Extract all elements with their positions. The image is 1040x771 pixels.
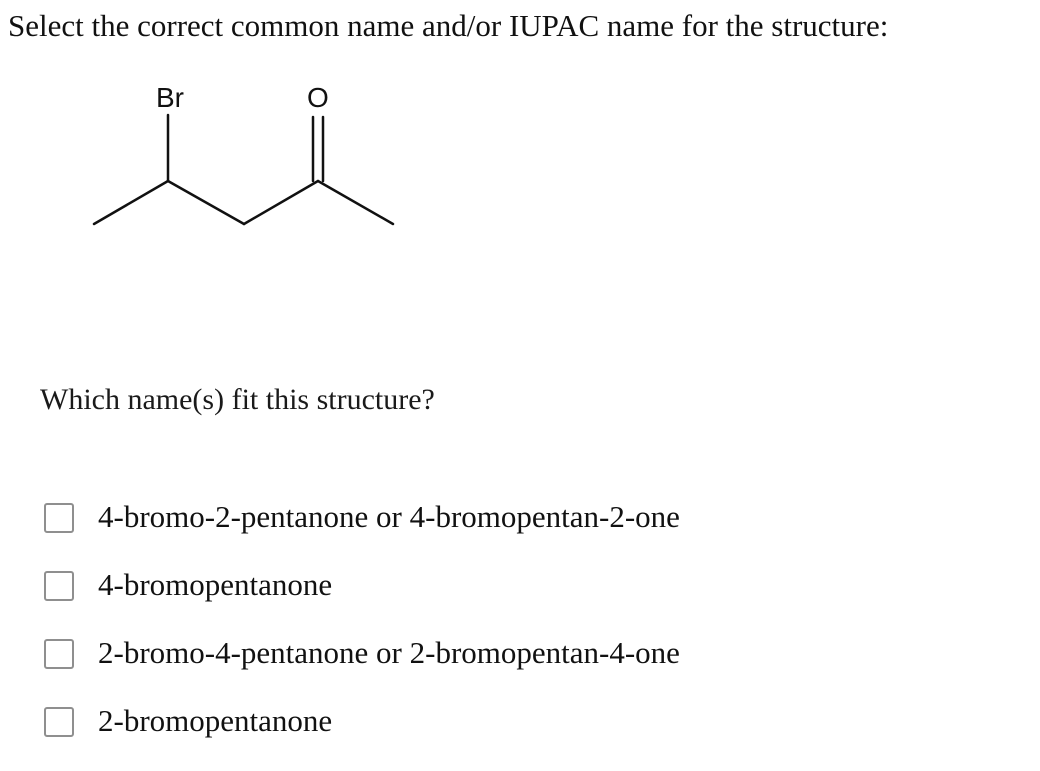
chemical-structure-diagram — [0, 0, 1040, 300]
option-3-label[interactable]: 2-bromo-4-pentanone or 2-bromopentan-4-one — [98, 635, 680, 670]
option-4-label[interactable]: 2-bromopentanone — [98, 703, 333, 738]
option-4-checkbox[interactable] — [44, 707, 74, 737]
option-2-checkbox[interactable] — [44, 571, 74, 601]
option-1-label[interactable]: 4-bromo-2-pentanone or 4-bromopentan-2-one — [98, 499, 680, 534]
option-1[interactable] — [44, 499, 680, 567]
option-1-checkbox[interactable] — [44, 503, 74, 533]
bond-c1-c2 — [94, 181, 168, 224]
answer-options-list — [44, 499, 680, 771]
bond-c2-c3 — [168, 181, 244, 224]
option-4[interactable] — [44, 703, 680, 771]
option-3-checkbox[interactable] — [44, 639, 74, 669]
question-prompt: Select the correct common name and/or IUPAC name for the structure: — [8, 8, 889, 43]
bond-c3-c4 — [244, 181, 318, 224]
oxygen-atom-label: O — [307, 82, 329, 113]
bromine-atom-label: Br — [156, 82, 184, 113]
option-2[interactable] — [44, 567, 680, 635]
bond-c4-c5 — [318, 181, 393, 224]
question-text: Which name(s) fit this structure? — [40, 383, 435, 416]
option-2-label[interactable]: 4-bromopentanone — [98, 567, 333, 602]
option-3[interactable] — [44, 635, 680, 703]
